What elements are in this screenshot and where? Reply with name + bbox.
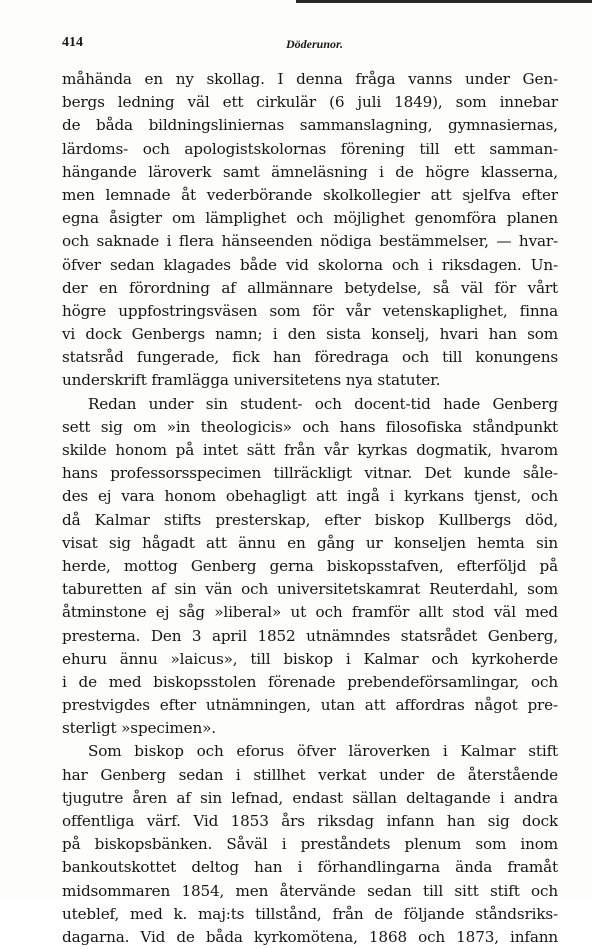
text-line: högre uppfostringsväsen som för vår vetenskaplighet, finna [62,301,558,320]
text-line: underskrift framlägga universitetens nya statuter. [62,371,441,390]
text-line: på biskopsbänken. Såväl i preståndets plenum som inom [62,835,558,854]
running-title: Döderunor. [286,37,344,51]
text-line: prestvigdes efter utnämningen, utan att affordras något pre- [62,696,558,715]
text-line: Som biskop och eforus öfver läroverken i Kalmar stift [88,742,558,761]
text-line: sterligt »specimen». [62,719,216,738]
text-line: statsråd fungerade, fick han föredraga och till konungens [62,348,558,367]
body-text [62,68,558,949]
text-line: ehuru ännu »laicus», till biskop i Kalmar och kyrkoherde [62,649,558,668]
text-line: presterna. Den 3 april 1852 utnämndes statsrådet Genberg, [62,626,558,645]
text-line: åtminstone ej såg »liberal» ut och framför allt stod väl med [62,603,558,622]
text-line: hans professorsspecimen tillräckligt vitnar. Det kunde såle- [62,464,558,483]
text-line: öfver sedan klagades både vid skolorna och i riksdagen. Un- [62,255,558,274]
text-line: herde, mottog Genberg gerna biskopsstafven, efterföljd på [62,556,558,575]
text-line: Redan under sin student- och docent-tid hade Genberg [88,394,558,413]
text-line: dagarna. Vid de båda kyrkomötena, 1868 och 1873, infann [62,927,558,946]
page-number: 414 [62,35,83,50]
text-line: måhända en ny skollag. I denna fråga vanns under Gen- [62,70,558,88]
text-line: der en förordning af allmännare betydelse, så väl för vårt [62,278,558,297]
text-line: sett sig om »in theologicis» och hans filosofiska ståndpunkt [62,417,558,436]
text-line: des ej vara honom obehagligt att ingå i kyrkans tjenst, och [62,487,558,506]
text-line: bergs ledning väl ett cirkulär (6 juli 1849), som innebar [62,93,558,112]
text-line: och saknade i flera hänseenden nödiga bestämmelser, — hvar- [62,232,558,251]
text-line: tjugutre åren af sin lefnad, endast sällan deltagande i andra [62,788,558,807]
text-line: bankoutskottet deltog han i förhandlingarna ända framåt [62,858,558,877]
text-line: men lemnade åt vederbörande skolkollegier att sjelfva efter [62,185,558,204]
text-line: uteblef, med k. maj:ts tillstånd, från de följande ståndsriks- [62,904,558,923]
text-line: hängande läroverk samt ämneläsning i de högre klasserna, [62,162,558,181]
text-line: taburetten af sin vän och universitetskamrat Reuterdahl, som [62,580,558,599]
text-line: offentliga värf. Vid 1853 års riksdag infann han sig dock [62,812,558,830]
text-line: skilde honom på intet sätt från vår kyrkas dogmatik, hvarom [62,441,558,459]
text-line: i de med biskopsstolen förenade prebendeförsamlingar, och [62,672,558,691]
text-line: vi dock Genbergs namn; i den sista konselj, hvari han som [62,325,558,344]
text-line: lärdoms- och apologistskolornas förening till ett samman- [62,139,558,158]
text-line: egna åsigter om lämplighet och möjlighet genomföra planen [62,209,558,228]
running-head [62,35,562,55]
text-line: visat sig hågadt att ännu en gång ur konseljen hemta sin [62,533,558,552]
text-line: har Genberg sedan i stillhet verkat under de återstående [62,765,558,784]
text-line: midsommaren 1854, men återvände sedan till sitt stift och [62,881,558,900]
text-line: då Kalmar stifts presterskap, efter biskop Kullbergs död, [62,510,558,529]
top-rule [296,0,592,3]
text-line: de båda bildningsliniernas sammanslagning, gymnasiernas, [62,116,558,135]
